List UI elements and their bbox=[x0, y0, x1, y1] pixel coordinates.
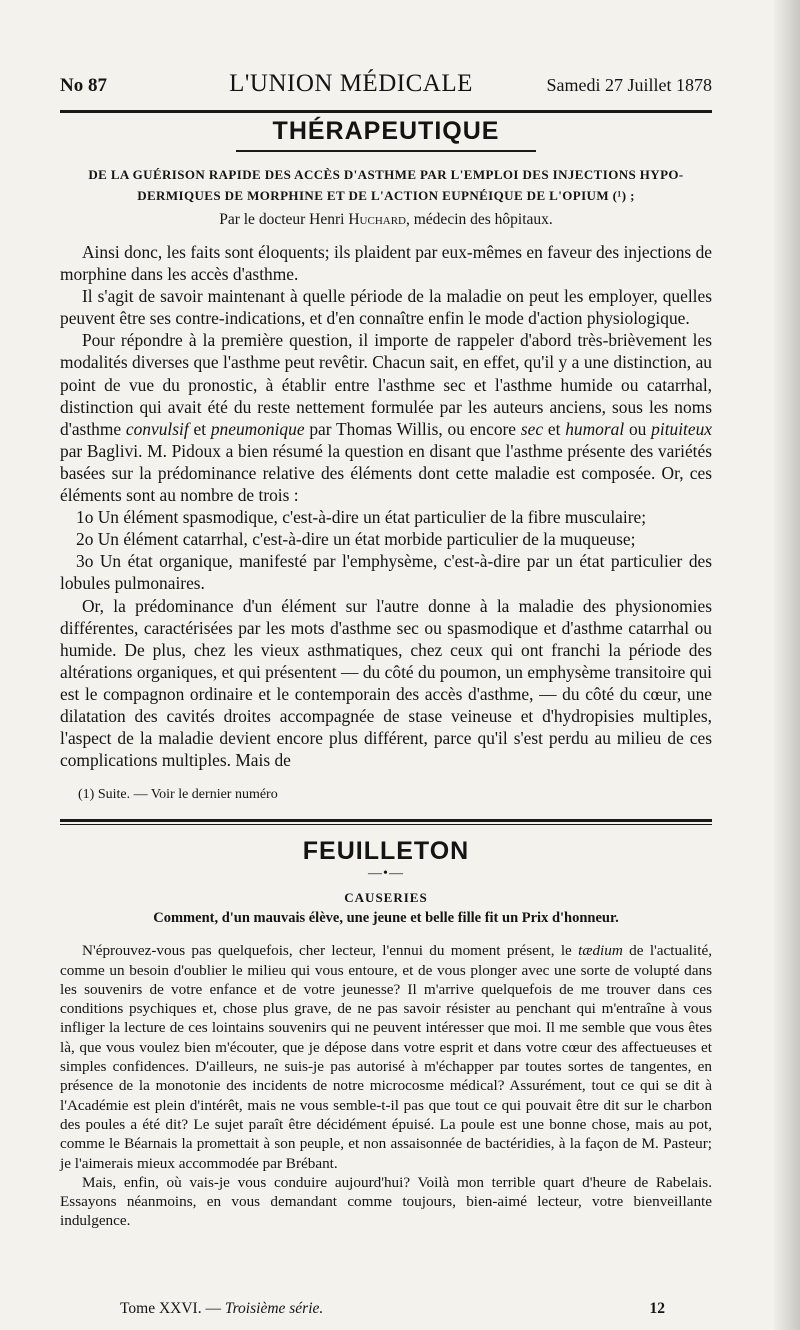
text-run: N'éprouvez-vous pas quelquefois, cher lecteur, l'ennui du moment présent, le bbox=[82, 942, 579, 960]
byline-author-name: Huchard bbox=[348, 211, 406, 228]
section-heading-rule bbox=[236, 150, 536, 152]
divider-thick bbox=[60, 819, 712, 822]
rubric-causeries: CAUSERIES bbox=[344, 890, 428, 906]
article-paragraph: Or, la prédominance d'un élément sur l'autre donne à la maladie des physionomies différentes, caractérisées par les mots d'asthme sec ou spasmodique et d'asthme catarrhal ou humide. De plus, chez les vieux asthmatiques, chez ceux qui ont franchi la période des altérations organiques, et qui présentent — du côté du poumon, un emphysème transitoire qui est le compagnon ordinaire et le contemporain des accès d'asthme, — du côté du cœur, une dilatation des cavités droites accompagnée de stase veineuse et d'hydropisies multiples, l'aspect de la maladie devient encore plus différent, parce qu'il s'est perdu au milieu de ces complications multiples. Mais de bbox=[60, 595, 712, 771]
list-item: 1o Un élément spasmodique, c'est-à-dire un état particulier de la fibre musculaire; bbox=[76, 507, 647, 528]
article-paragraph: Il s'agit de savoir maintenant à quelle période de la maladie on peut les employer, quelles peuvent être ses contre-indications, et d'en connaître enfin le mode d'action physiologique. bbox=[60, 286, 712, 329]
italic-term: pituiteux bbox=[651, 418, 713, 439]
text-run: de l'actualité, comme un besoin d'oublier le milieu qui vous entoure, et de vous plonger avec une sorte de volupté dans les souvenirs de votre enfance et de votre jeunesse? Il m'arrive quelquefois de me trouver dans ces conditions psychiques et, chose plus grave, de ne pas savoir résister au penchant qui m'entraîne à vous infliger la lecture de ces lointains souvenirs qui ne peuvent intéresser que moi. Il me semble que vous êtes là, que vous voulez bien m'écouter, que je dépose dans votre esprit et dans votre cœur des affectueuses et simples confidences. D'ailleurs, ne suis-je pas autorisé à m'échapper par toutes sortes de tangentes, en présence de la monotonie des incidents de notre microcosme médical? Assurément, tout ce qui se dit à l'Académie est plein d'intérêt, mais ne vous semble-t-il pas que tout ce qui pouvait être dit sur le charbon des poules a été dit? Le sujet paraît être décidément épuisé. La poule est une bonne chose, mais au pot, comme le Béarnais la promettait à son peuple, et non assaisonnée de bactéridies, à la façon de M. Pasteur; je l'aimerais mieux accommodée par Brébant. bbox=[60, 942, 713, 1172]
article-byline bbox=[60, 211, 712, 229]
byline-prefix: Par le docteur Henri bbox=[219, 211, 349, 228]
tome-series bbox=[120, 1300, 323, 1318]
feuilleton-subtitle: Comment, d'un mauvais élève, une jeune et belle fille fit un Prix d'honneur. bbox=[153, 910, 619, 927]
page-content bbox=[60, 70, 712, 1231]
article-title bbox=[60, 164, 712, 206]
masthead-rule bbox=[60, 110, 712, 113]
section-heading-therapeutique: THÉRAPEUTIQUE bbox=[272, 117, 500, 145]
list-item: 3o Un état organique, manifesté par l'emphysème, c'est-à-dire par un état particulier des lobules pulmonaires. bbox=[60, 551, 712, 594]
italic-term: tædium bbox=[578, 942, 623, 960]
article-paragraph bbox=[60, 329, 712, 506]
text-run: par Thomas Willis, ou encore bbox=[304, 418, 521, 439]
issue-number: No 87 bbox=[60, 75, 107, 96]
journal-title: L'UNION MÉDICALE bbox=[229, 70, 473, 97]
feuilleton-heading: FEUILLETON bbox=[302, 837, 470, 866]
feuilleton-body bbox=[60, 941, 712, 1230]
text-run: et bbox=[188, 418, 211, 439]
article-title-line-1: DE LA GUÉRISON RAPIDE DES ACCÈS D'ASTHME PAR L'EMPLOI DES INJECTIONS HYPO- bbox=[88, 167, 684, 182]
series-label: Troisième série. bbox=[224, 1300, 324, 1317]
footnote: (1) Suite. — Voir le dernier numéro bbox=[78, 787, 278, 803]
text-run: ou bbox=[624, 418, 652, 439]
divider-thin bbox=[60, 824, 712, 825]
feuilleton-paragraph: Mais, enfin, où vais-je vous conduire aujourd'hui? Voilà mon terrible quart d'heure de Rabelais. Essayons néanmoins, en vous demandant comme toujours, bien-aimé lecteur, votre bienveillante indulgence. bbox=[60, 1173, 712, 1230]
text-run: Pour répondre à la première question, il importe de rappeler d'abord très-brièvement les modalités diverses que l'asthme peut revêtir. Chacun sait, en effet, qu'il y a une distinction, au point de vue du pronostic, à établir entre l'asthme sec et l'asthme humide ou catarrhal, distinction qui avait été du reste nettement formulée par les auteurs anciens, sous les noms d'asthme bbox=[60, 330, 712, 439]
ornament-dash: —•— bbox=[368, 866, 404, 882]
article-paragraph: Ainsi donc, les faits sont éloquents; ils plaident par eux-mêmes en faveur des injections de morphine dans les accès d'asthme. bbox=[60, 242, 712, 285]
masthead bbox=[60, 70, 712, 106]
italic-term: humoral bbox=[565, 418, 625, 439]
byline-suffix: , médecin des hôpitaux. bbox=[406, 211, 553, 228]
page-footer bbox=[120, 1300, 665, 1318]
text-run: par Baglivi. M. Pidoux a bien résumé la question en disant que l'asthme présente des variétés basées sur la prédominance relative des éléments dont cette maladie est composée. Or, ces éléments sont au nombre de trois : bbox=[60, 440, 712, 506]
page-number: 12 bbox=[649, 1300, 665, 1317]
article-body bbox=[60, 241, 712, 771]
italic-term: convulsif bbox=[125, 418, 189, 439]
tome-label: Tome XXVI. — bbox=[120, 1300, 225, 1317]
page-edge-shadow bbox=[774, 0, 800, 1330]
italic-term: pneumonique bbox=[210, 418, 305, 439]
text-run: et bbox=[543, 418, 566, 439]
issue-date: Samedi 27 Juillet 1878 bbox=[546, 75, 712, 95]
feuilleton-paragraph bbox=[60, 941, 712, 1173]
article-title-line-2: DERMIQUES DE MORPHINE ET DE L'ACTION EUPNÉIQUE DE L'OPIUM (¹) ; bbox=[137, 188, 635, 203]
list-item: 2o Un élément catarrhal, c'est-à-dire un état morbide particulier de la muqueuse; bbox=[76, 529, 636, 550]
italic-term: sec bbox=[520, 418, 544, 439]
feuilleton-divider bbox=[60, 819, 712, 825]
